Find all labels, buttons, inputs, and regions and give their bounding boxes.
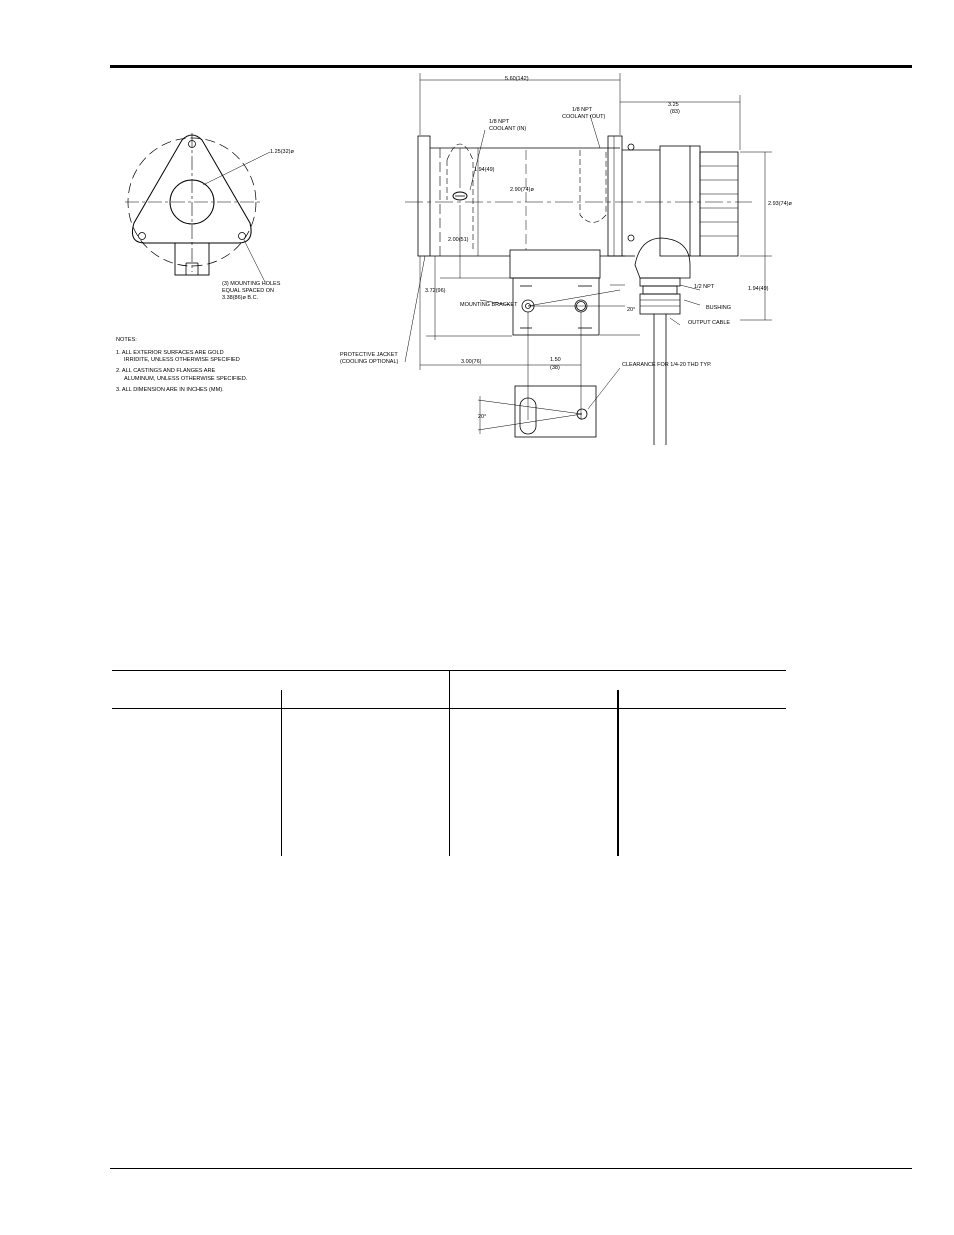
coolant-in-line-2: COOLANT (IN) — [489, 126, 527, 132]
dim-1-50-label: 1.50 — [550, 357, 561, 363]
clearance-label: CLEARANCE FOR 1/4-20 THD TYP. — [622, 362, 712, 368]
side-view — [405, 73, 772, 445]
notes-title: NOTES: — [116, 337, 137, 343]
bottom-angle-label: 20° — [478, 414, 487, 420]
overall-length-label: 5.60(142) — [505, 76, 529, 82]
dim-1-50-mm: (38) — [550, 365, 560, 371]
dim-2-93-label: 2.93(74)ø — [768, 201, 792, 207]
bushing-label: BUSHING — [706, 305, 732, 311]
table-divider-main — [449, 670, 450, 856]
dim-1-94-right-label: 1.94(49) — [748, 286, 769, 292]
dim-2-90-label: 2.90(74)ø — [510, 187, 534, 193]
dim-3-00-label: 3.00(76) — [461, 359, 482, 365]
connector-length-mm: (83) — [670, 109, 680, 115]
npt-half-label: 1/2 NPT — [694, 284, 715, 290]
protective-jacket-line-1: PROTECTIVE JACKET — [340, 352, 398, 358]
bore-diameter-label: 1.25(32)ø — [270, 149, 294, 155]
technical-drawing — [0, 0, 954, 460]
footer-rule — [110, 1168, 912, 1169]
dim-2-00-label: 2.00(51) — [448, 237, 469, 243]
note-1-line-2: IRRIDITE, UNLESS OTHERWISE SPECIFIED — [124, 357, 240, 363]
coolant-out-line-2: COOLANT (OUT) — [562, 114, 606, 120]
note-3: 3. ALL DIMENSION ARE IN INCHES (MM). — [116, 387, 224, 393]
connector-length-label: 3.25 — [668, 102, 679, 108]
table-divider-right — [617, 690, 619, 856]
angle-label: 20° — [627, 307, 636, 313]
output-cable-label: OUTPUT CABLE — [688, 320, 731, 326]
table-top-rule — [112, 670, 786, 671]
coolant-in-line-1: 1/8 NPT — [489, 119, 510, 125]
coolant-out-line-1: 1/8 NPT — [572, 107, 593, 113]
dim-1-94-left-label: 1.94(49) — [474, 167, 495, 173]
protective-jacket-line-2: (COOLING OPTIONAL) — [340, 359, 399, 365]
note-2-line-1: 2. ALL CASTINGS AND FLANGES ARE — [116, 368, 216, 374]
mounting-holes-line-3: 3.38(86)ø B.C. — [222, 295, 259, 301]
note-1-line-1: 1. ALL EXTERIOR SURFACES ARE GOLD — [116, 350, 224, 356]
mounting-holes-line-2: EQUAL SPACED ON — [222, 288, 274, 294]
table-divider-left — [281, 690, 282, 856]
mounting-bracket-label: MOUNTING BRACKET — [460, 302, 518, 308]
note-2-line-2: ALUMINUM, UNLESS OTHERWISE SPECIFIED. — [124, 376, 248, 382]
dim-3-72-label: 3.72(96) — [425, 288, 446, 294]
front-view — [125, 133, 270, 282]
mounting-holes-line-1: (3) MOUNTING HOLES — [222, 281, 281, 287]
table-header-rule — [112, 708, 786, 709]
